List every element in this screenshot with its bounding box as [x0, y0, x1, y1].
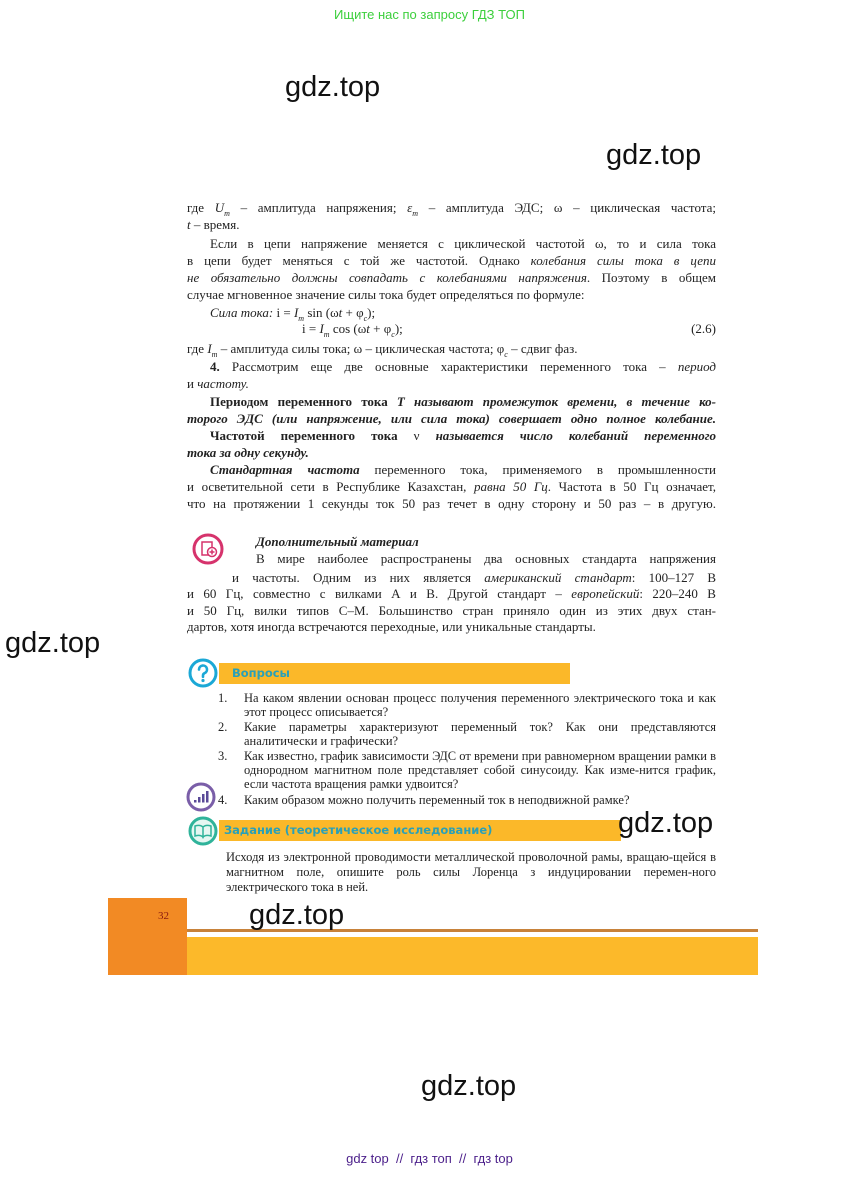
question-text: На каком явлении основан процесс получения переменного электрического тока и как этот процесс описывается?	[244, 691, 716, 720]
question-text: Каким образом можно получить переменный ток в неподвижной рамке?	[244, 793, 630, 807]
text-span: t	[366, 321, 370, 336]
text-span: c	[504, 350, 508, 359]
text-line	[187, 602, 716, 619]
text-span: 4.	[210, 359, 220, 374]
watermark: gdz.top	[5, 627, 101, 659]
question-icon	[188, 658, 218, 688]
text-span: называется число колебаний переменного	[435, 428, 716, 443]
text-span: торого ЭДС (или напряжение, или сила тока) совершает одно полное колебание.	[187, 411, 716, 426]
extra-material-icon	[192, 533, 224, 565]
text-span: и осветительной сети в Республике Казахстан,	[187, 479, 475, 494]
watermark: gdz.top	[606, 139, 702, 171]
text-span: – амплитуда силы тока; ω – циклическая частота; φ	[217, 341, 505, 356]
watermark: gdz.top	[618, 807, 714, 839]
text-line	[210, 427, 716, 444]
text-line	[187, 199, 716, 216]
text-line	[187, 252, 716, 269]
watermark: gdz.top	[249, 899, 345, 931]
text-span: случае мгновенное значение силы тока будет определяться по формуле:	[187, 287, 585, 302]
text-span: где	[187, 200, 215, 215]
question-number: 1.	[218, 691, 228, 705]
questions-title: Вопросы	[232, 666, 290, 680]
text-line	[187, 585, 716, 602]
footer-links[interactable]: gdz top // гдз топ // гдз top	[346, 1151, 513, 1166]
text-span: и 60 Гц, совместно с вилками А и В. Другой стандарт –	[187, 586, 572, 601]
text-span: m	[298, 314, 305, 323]
text-line	[187, 618, 716, 635]
text-span: U	[214, 200, 225, 215]
text-span: + φ	[342, 305, 364, 320]
text-span: что на протяжении 1 секунды ток 50 раз течет в одну сторону и 50 раз – в другую.	[187, 496, 716, 511]
text-span: Стандартная частота	[210, 462, 360, 477]
text-span: Частотой переменного тока	[210, 428, 414, 443]
text-span: + φ	[369, 321, 392, 336]
text-span: i =	[302, 321, 320, 336]
text-span: дартов, хотя иногда встречаются переходные, или уникальные стандарты.	[187, 619, 596, 634]
text-line	[256, 550, 716, 567]
text-span: и	[187, 376, 198, 391]
text-span: m	[211, 350, 218, 359]
text-span: – амплитуда ЭДС; ω – циклическая частота;	[418, 200, 716, 215]
text-span: тока за одну секунду.	[187, 445, 309, 460]
text-line	[210, 393, 716, 410]
text-span: ε	[407, 200, 413, 215]
book-icon	[188, 816, 218, 846]
search-banner[interactable]: Ищите нас по запросу ГДЗ ТОП	[334, 7, 525, 22]
text-span: . Поэтому в общем	[586, 270, 716, 285]
text-span: колебания силы тока в цепи	[530, 253, 716, 268]
text-line	[187, 286, 716, 303]
text-span: американский стандарт	[484, 570, 632, 585]
text-line	[187, 478, 716, 495]
watermark: gdz.top	[285, 71, 381, 103]
text-line	[187, 269, 716, 286]
text-span: Рассмотрим еще две основные характеристики переменного тока –	[219, 359, 678, 374]
text-span: : 220–240 В	[639, 586, 716, 601]
text-span: . Частота в 50 Гц означает,	[547, 479, 716, 494]
text-span: c	[391, 330, 395, 339]
text-span: Периодом переменного тока	[210, 394, 397, 409]
question-text: Как известно, график зависимости ЭДС от времени при равномерном вращении рамки в однородном магнитном поле представляет собой синусоиду. Как изме-нится график, если частота вращения рамки удвоится?	[244, 749, 716, 792]
text-span: cos (ω	[329, 321, 367, 336]
text-line	[232, 569, 716, 586]
text-line	[187, 216, 716, 233]
text-span: частоту.	[197, 376, 249, 391]
text-span: T называют промежуток времени, в течение ко-	[396, 394, 716, 409]
text-span: где	[187, 341, 208, 356]
text-span: – время.	[190, 217, 240, 232]
text-line	[187, 410, 716, 427]
text-span: Если в цепи напряжение меняется с циклической частотой ω, то и сила тока	[210, 236, 716, 251]
text-line	[187, 444, 716, 461]
text-span: переменного тока, применяемого в промышленности	[359, 462, 716, 477]
text-span: I	[293, 305, 299, 320]
text-span: : 100–127 В	[631, 570, 716, 585]
text-span: );	[367, 305, 376, 320]
extra-material-title: Дополнительный материал	[256, 534, 419, 549]
text-span: sin (ω	[304, 305, 339, 320]
text-span: – сдвиг фаз.	[507, 341, 578, 356]
text-span: m	[224, 209, 230, 216]
text-line	[187, 375, 716, 392]
text-span: m	[323, 330, 330, 339]
question-number: 3.	[218, 749, 228, 763]
text-line	[210, 235, 716, 252]
question-number: 4.	[218, 793, 228, 807]
text-span: c	[363, 314, 368, 323]
text-line	[210, 461, 716, 478]
text-span: t	[187, 217, 191, 232]
text-span: – амплитуда напряжения;	[229, 200, 408, 215]
text-line	[187, 495, 716, 512]
text-span: I	[319, 321, 324, 336]
text-span: ν	[413, 428, 436, 443]
text-span: равна 50 Гц	[474, 479, 548, 494]
equation-number: (2.6)	[691, 321, 716, 336]
text-line	[210, 358, 716, 375]
text-span: m	[412, 209, 419, 216]
text-span: и 50 Гц, вилки типов С–М. Большинство стран приняло один из этих двух стан-	[187, 603, 716, 618]
question-number: 2.	[218, 720, 228, 734]
text-span: );	[394, 321, 403, 336]
text-span: в цепи будет меняться с той же частотой. Однако	[187, 253, 531, 268]
text-span: i =	[273, 305, 294, 320]
text-span: В мире наиболее распространены два основных стандарта напряжения	[256, 551, 716, 566]
task-text: Исходя из электронной проводимости металлической проволочной рамы, вращаю-щейся в магнитном поле, опишите роль силы Лоренца з индуцировании перемен-ного электрического тока в ней.	[226, 850, 716, 894]
text-span: и частоты. Одним из них является	[232, 570, 485, 585]
page-corner	[108, 898, 187, 975]
page-number: 32	[158, 910, 169, 922]
task-title: Задание (теоретическое исследование)	[224, 823, 493, 837]
watermark: gdz.top	[421, 1070, 517, 1102]
text-span: европейский	[571, 586, 640, 601]
text-span: t	[338, 305, 343, 320]
text-span: I	[207, 341, 212, 356]
text-span: период	[677, 359, 716, 374]
question-text: Какие параметры характеризуют переменный ток? Как они представляются аналитически и графически?	[244, 720, 716, 749]
chart-icon	[186, 782, 216, 812]
text-span: не обязательно должны совпадать с колебаниями напряжения	[187, 270, 587, 285]
footer-band	[187, 937, 758, 975]
text-span: Сила тока:	[210, 305, 274, 320]
